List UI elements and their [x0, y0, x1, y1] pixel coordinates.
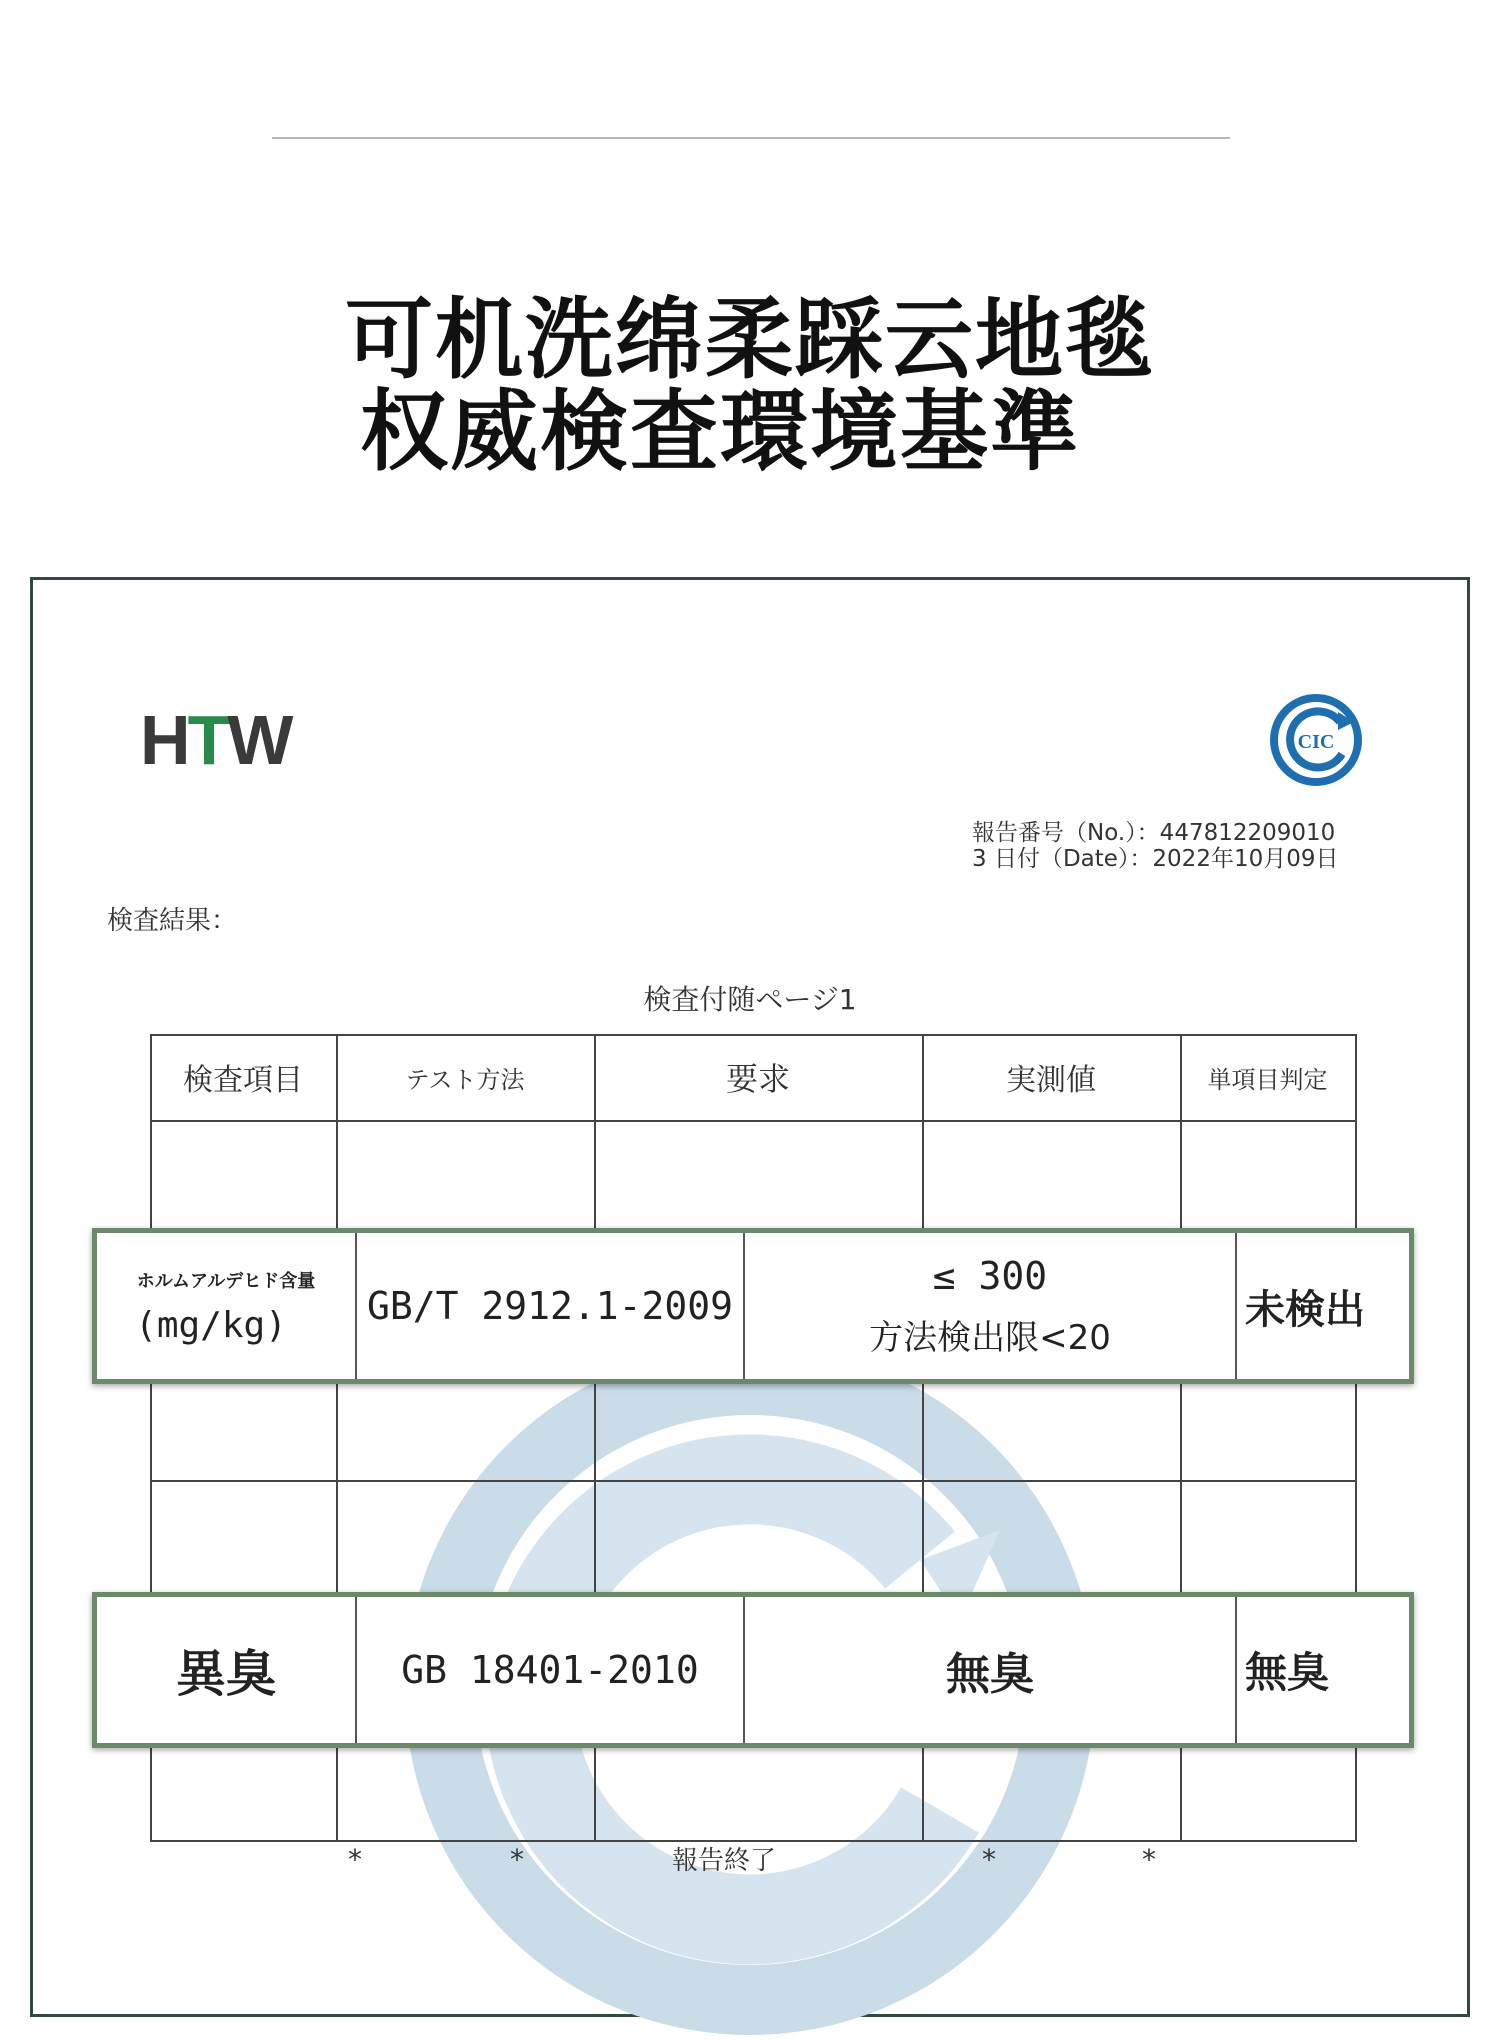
- report-number: 報告番号（No.）：447812209010: [972, 820, 1336, 846]
- cic-logo-icon: [1268, 692, 1364, 788]
- row1-item-unit: (mg/kg): [135, 1304, 287, 1346]
- row2-item: 異臭: [176, 1645, 276, 1703]
- header-measured-value: 実測値: [1006, 1063, 1096, 1098]
- cic-logo-text: CIC: [1297, 731, 1335, 753]
- page-label: 検査付随ページ1: [643, 983, 857, 1016]
- htw-logo: [140, 700, 290, 780]
- table-row-odor: [92, 1592, 1414, 1748]
- header-requirement: 要求: [725, 1060, 790, 1098]
- htw-logo-text: HTW: [140, 701, 291, 779]
- row2-method: GB 18401-2010: [401, 1648, 699, 1692]
- result-label: 検査結果：: [107, 906, 238, 936]
- end-star: *: [1142, 1843, 1156, 1876]
- report-date: 3 日付（Date）：2022年10月09日: [972, 846, 1339, 872]
- row1-requirement: ≤ 300: [932, 1253, 1048, 1298]
- row1-method: GB/T 2912.1-2009: [366, 1284, 734, 1328]
- page-title-line-1: 可机洗绵柔踩云地毯: [344, 288, 1155, 391]
- end-star: *: [510, 1843, 524, 1876]
- row1-requirement-note: 方法検出限<20: [869, 1317, 1111, 1358]
- header-test-method: テスト方法: [405, 1065, 525, 1094]
- report-end-label: 報告終了: [672, 1846, 777, 1876]
- header-inspection-item: 検査項目: [183, 1063, 303, 1098]
- end-star: *: [348, 1843, 362, 1876]
- end-star: *: [982, 1843, 996, 1876]
- row1-result: 未検出: [1245, 1286, 1365, 1333]
- page-title-line-2: 权威検査環境基準: [359, 380, 1080, 483]
- row1-item: ホルムアルデヒド含量: [136, 1270, 316, 1292]
- row2-result: 無臭: [1245, 1648, 1330, 1697]
- row2-requirement: 無臭: [946, 1649, 1034, 1700]
- table-row-formaldehyde: [92, 1228, 1414, 1384]
- top-divider: [272, 137, 1230, 139]
- header-judgement: 単項目判定: [1207, 1065, 1328, 1094]
